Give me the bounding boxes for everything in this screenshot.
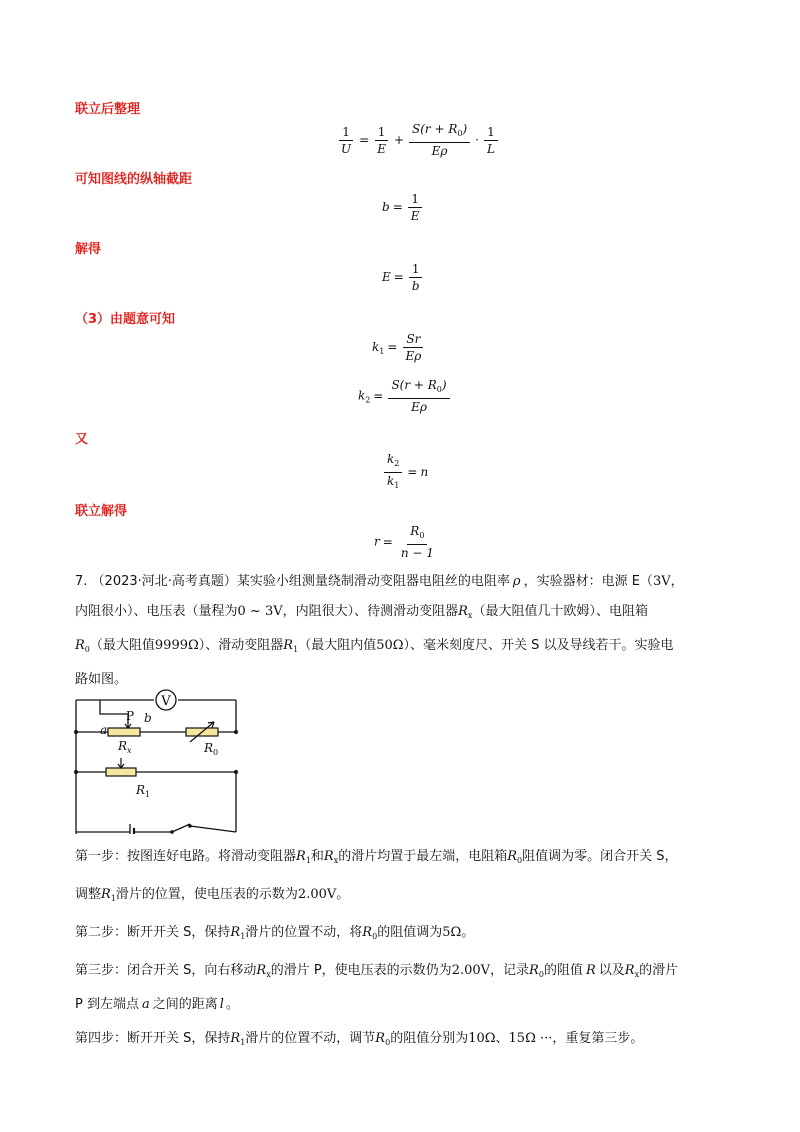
steps <box>75 842 735 1058</box>
equation-k1: $k_1$ = $\frac{Sr}{E\rho}$ <box>372 332 426 363</box>
step-2: 第二步：断开开关 S，保持$R_1$滑片的位置不动，将$R_0$的阻值调为5Ω。 <box>75 925 475 941</box>
equation-intercept: b = $\frac{1}{E}$ <box>382 192 425 223</box>
label-combine: 联立后整理 <box>75 102 141 117</box>
step-1-line-1: 第一步：按图连好电路。将滑动变阻器$R_1$和$R_x$的滑片均置于最左端，电阻箱$R_0$阻值调为零。闭合开关 S， <box>75 849 678 865</box>
label-solve: 解得 <box>75 242 102 257</box>
step-3-line-1: 第三步：闭合开关 S，向右移动$R_x$的滑片 P，使电压表的示数仍为2.00V，记录$R_0$的阻值 R 以及$R_x$的滑片 <box>75 963 679 979</box>
equation-r: r = $\frac{R_0}{n - 1}$ <box>374 524 434 560</box>
label-combine-solve: 联立解得 <box>75 504 128 519</box>
problem-7 <box>75 567 735 695</box>
label-b: b <box>144 711 152 725</box>
resistor-r1 <box>106 768 136 776</box>
label-rx: $R_x$ <box>118 739 132 755</box>
step-4: 第四步：断开开关 S，保持$R_1$滑片的位置不动，调节$R_0$的阻值分别为10Ω、15Ω ···，重复第三步。 <box>75 1031 644 1047</box>
circuit-diagram <box>60 684 260 834</box>
r1-slider-icon <box>118 758 124 768</box>
equation-ratio: $\frac{k_2}{k_1}$ = n <box>382 452 428 493</box>
step-3-line-2: P 到左端点 a 之间的距离 l 。 <box>75 997 239 1012</box>
problem-line-2: 内阻很小）、电压表（量程为0 ~ 3V，内阻很大）、待测滑动变阻器$R_x$（最大阻值几十欧姆）、电阻箱 <box>75 604 648 620</box>
label-part3: （3）由题意可知 <box>75 312 176 327</box>
label-intercept: 可知图线的纵轴截距 <box>75 172 193 187</box>
label-r1: $R_1$ <box>136 783 151 799</box>
problem-line-1: 7. （2023·河北·高考真题）某实验小组测量绕制滑动变阻器电阻丝的电阻率 ρ ，实验器材：电源 E（3V， <box>75 574 684 589</box>
label-a: a <box>100 723 108 737</box>
step-1-line-2: 调整$R_1$滑片的位置，使电压表的示数为2.00V。 <box>75 887 350 903</box>
voltmeter-label: V <box>161 694 171 709</box>
label-also: 又 <box>75 432 89 447</box>
resistor-rx <box>108 728 140 736</box>
problem-line-4: 路如图。 <box>75 672 128 687</box>
label-p: P <box>126 709 135 723</box>
equation-k2: $k_2$ = $\frac{S(r + R_0)}{E\rho}$ <box>358 378 452 414</box>
problem-source: （2023·河北·高考真题） <box>91 574 237 589</box>
equation-main: $\frac{1}{U}$ = $\frac{1}{E}$ + $\frac{S(r + R_0)}{E\rho}$ · $\frac{1}{L}$ <box>336 122 500 158</box>
problem-number: 7. <box>75 574 88 589</box>
problem-line-3: $R_0$（最大阻值9999Ω）、滑动变阻器$R_1$（最大阻内值50Ω）、毫米刻度尺、开关 S 以及导线若干。实验电 <box>75 638 674 654</box>
label-r0: $R_0$ <box>204 741 219 757</box>
equation-emf: E = $\frac{1}{b}$ <box>382 262 425 293</box>
